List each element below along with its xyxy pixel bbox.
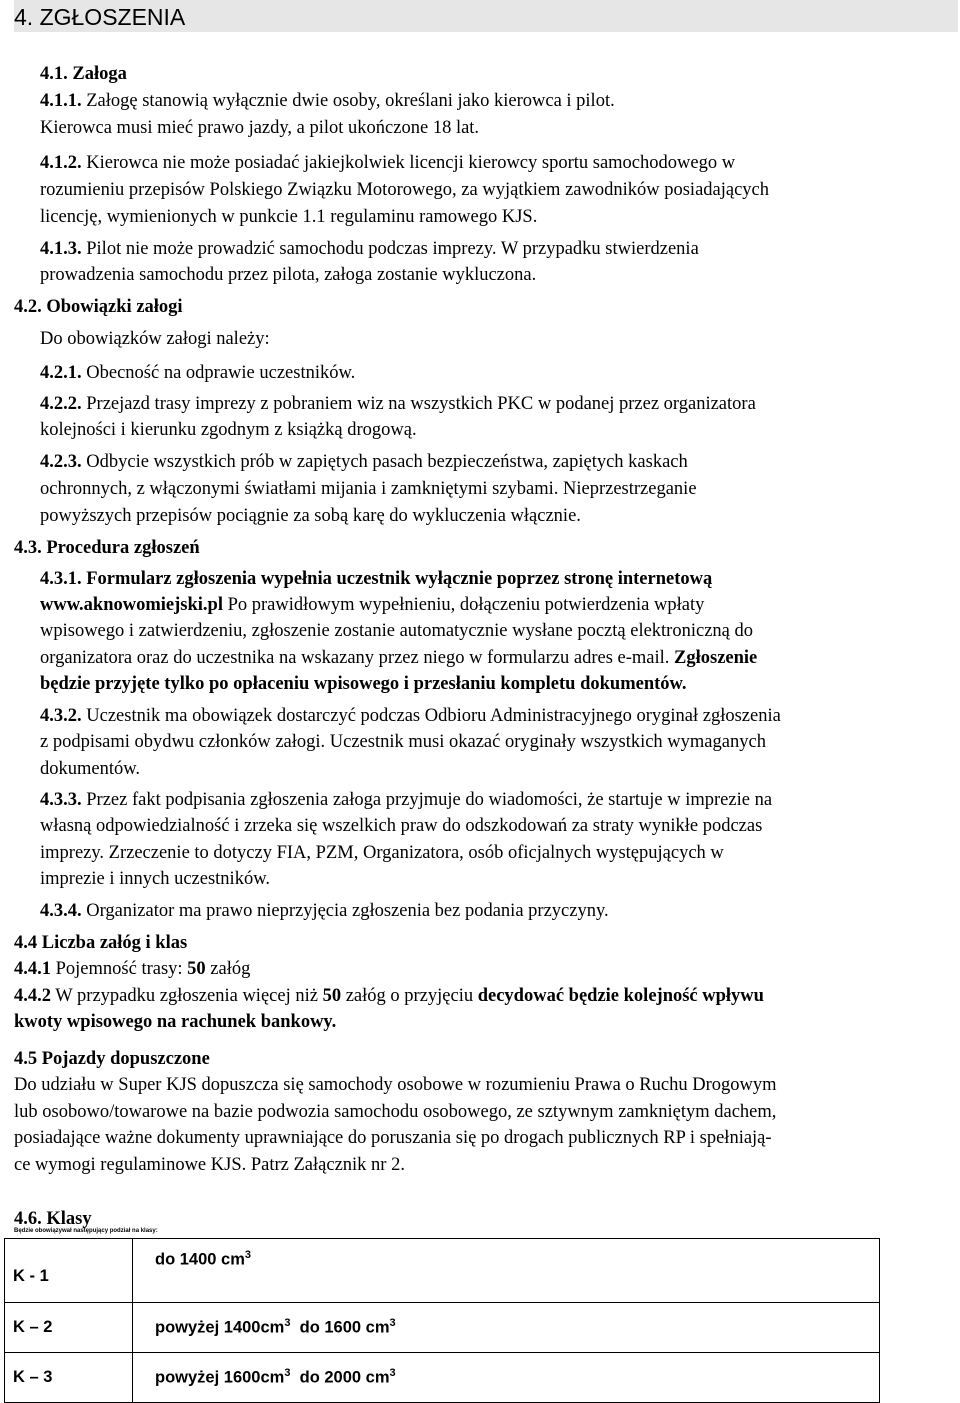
paragraph-4-1-1-cont: Kierowca musi mieć prawo jazdy, a pilot ukończone 18 lat. xyxy=(40,118,480,138)
paragraph-4-3-1-cont3: organizatora oraz do uczestnika na wskazany przez niego w formularzu adres e-mail. Zgłoszenie xyxy=(40,648,758,668)
paragraph-4-2-3-cont2: powyższych przepisów pociągnie za sobą karę do wykluczenia włącznie. xyxy=(40,506,581,526)
paragraph-4-1-3-cont: prowadzenia samochodu przez pilota, załoga zostanie wykluczona. xyxy=(40,265,537,285)
paragraph-4-5: Do udziału w Super KJS dopuszcza się samochody osobowe w rozumieniu Prawa o Ruchu Drogowym xyxy=(14,1075,777,1095)
table-row xyxy=(5,1239,880,1303)
paragraph-4-3-3-cont: własną odpowiedzialność i zrzeka się wszelkich praw do odszkodowań za straty wynikłe podczas xyxy=(40,816,763,836)
section-title: 4. ZGŁOSZENIA xyxy=(14,4,186,30)
paragraph-4-3-1-cont2: wpisowego i zatwierdzeniu, zgłoszenie zostanie automatycznie wysłane pocztą elektroniczną do xyxy=(40,621,753,641)
paragraph-4-1-2-cont2: licencję, wymienionych w punkcie 1.1 regulaminu ramowego KJS. xyxy=(40,207,538,227)
paragraph-4-1-1: 4.1.1. Załogę stanowią wyłącznie dwie osoby, określani jako kierowca i pilot. xyxy=(40,91,615,111)
heading-4-2: 4.2. Obowiązki załogi xyxy=(14,297,183,317)
paragraph-4-5-cont: lub osobowo/towarowe na bazie podwozia samochodu osobowego, ze sztywnym zamkniętym dachem, xyxy=(14,1102,777,1122)
paragraph-4-4-1: 4.4.1 Pojemność trasy: 50 załóg xyxy=(14,959,251,979)
paragraph-4-2-3-cont: ochronnych, z włączonymi światłami mijania i zamkniętymi szybami. Nieprzestrzeganie xyxy=(40,479,697,499)
table-row xyxy=(5,1303,880,1353)
paragraph-4-2-2: 4.2.2. Przejazd trasy imprezy z pobraniem wiz na wszystkich PKC w podanej przez organizatora xyxy=(40,394,756,414)
paragraph-4-3-2: 4.3.2. Uczestnik ma obowiązek dostarczyć podczas Odbioru Administracyjnego oryginał zgłoszenia xyxy=(40,706,781,726)
paragraph-4-2-2-cont: kolejności i kierunku zgodnym z książką drogową. xyxy=(40,420,417,440)
paragraph-4-3-2-cont2: dokumentów. xyxy=(40,759,141,779)
classes-table xyxy=(4,1238,880,1403)
class-name-cell: K – 2 xyxy=(5,1303,133,1353)
class-capacity-cell: do 1400 $cm^3$ xyxy=(133,1239,880,1303)
class-capacity-cell: powyżej $1400cm^3$ do 1600 $cm^3$ xyxy=(133,1303,880,1353)
paragraph-4-5-cont3: ce wymogi regulaminowe KJS. Patrz Załącznik nr 2. xyxy=(14,1155,405,1175)
class-name-cell: K – 3 xyxy=(5,1353,133,1403)
section-header xyxy=(14,0,958,32)
classes-note: Będzie obowiązywał następujący podział na klasy: xyxy=(14,1228,158,1234)
paragraph-4-3-1-cont4: będzie przyjęte tylko po opłaceniu wpisowego i przesłaniu kompletu dokumentów. xyxy=(40,674,687,694)
paragraph-4-3-3-cont2: imprezy. Zrzeczenie to dotyczy FIA, PZM, Organizatora, osób oficjalnych występujących w xyxy=(40,843,724,863)
paragraph-4-3-3-cont3: imprezie i innych uczestników. xyxy=(40,869,270,889)
paragraph-4-1-2: 4.1.2. Kierowca nie może posiadać jakiejkolwiek licencji kierowcy sportu samochodowego w xyxy=(40,153,736,173)
paragraph-4-2-3: 4.2.3. Odbycie wszystkich prób w zapiętych pasach bezpieczeństwa, zapiętych kaskach xyxy=(40,452,688,472)
paragraph-4-2-intro: Do obowiązków załogi należy: xyxy=(40,329,270,349)
class-name-cell: K - 1 xyxy=(5,1239,133,1303)
paragraph-4-3-4: 4.3.4. Organizator ma prawo nieprzyjęcia zgłoszenia bez podania przyczyny. xyxy=(40,901,609,921)
heading-4-6: 4.6. Klasy xyxy=(14,1209,92,1229)
paragraph-4-3-1: 4.3.1. Formularz zgłoszenia wypełnia uczestnik wyłącznie poprzez stronę internetową xyxy=(40,569,713,589)
paragraph-4-3-3: 4.3.3. Przez fakt podpisania zgłoszenia załoga przyjmuje do wiadomości, że startuje w imprezie na xyxy=(40,790,773,810)
heading-4-3: 4.3. Procedura zgłoszeń xyxy=(14,538,200,558)
table-row xyxy=(5,1353,880,1403)
paragraph-4-1-2-cont: rozumieniu przepisów Polskiego Związku Motorowego, za wyjątkiem zawodników posiadających xyxy=(40,180,770,200)
heading-4-1: 4.1. Załoga xyxy=(40,64,127,84)
class-capacity-cell: powyżej $1600cm^3$ do 2000 $cm^3$ xyxy=(133,1353,880,1403)
heading-4-4: 4.4 Liczba załóg i klas xyxy=(14,933,188,953)
paragraph-4-3-1-cont: www.aknowomiejski.pl Po prawidłowym wypełnieniu, dołączeniu potwierdzenia wpłaty xyxy=(40,595,705,615)
paragraph-4-5-cont2: posiadające ważne dokumenty uprawniające do poruszania się po drogach publicznych RP i spełniają- xyxy=(14,1128,772,1148)
paragraph-4-4-2-cont: kwoty wpisowego na rachunek bankowy. xyxy=(14,1012,337,1032)
paragraph-4-2-1: 4.2.1. Obecność na odprawie uczestników. xyxy=(40,363,356,383)
paragraph-4-3-2-cont: z podpisami obydwu członków załogi. Uczestnik musi okazać oryginały wszystkich wymaganych xyxy=(40,732,766,752)
heading-4-5: 4.5 Pojazdy dopuszczone xyxy=(14,1049,210,1069)
paragraph-4-4-2: 4.4.2 W przypadku zgłoszenia więcej niż 50 załóg o przyjęciu decydować będzie kolejność wpływu xyxy=(14,986,764,1006)
paragraph-4-1-3: 4.1.3. Pilot nie może prowadzić samochodu podczas imprezy. W przypadku stwierdzenia xyxy=(40,239,699,259)
website-link: www.aknowomiejski.pl xyxy=(40,595,223,615)
